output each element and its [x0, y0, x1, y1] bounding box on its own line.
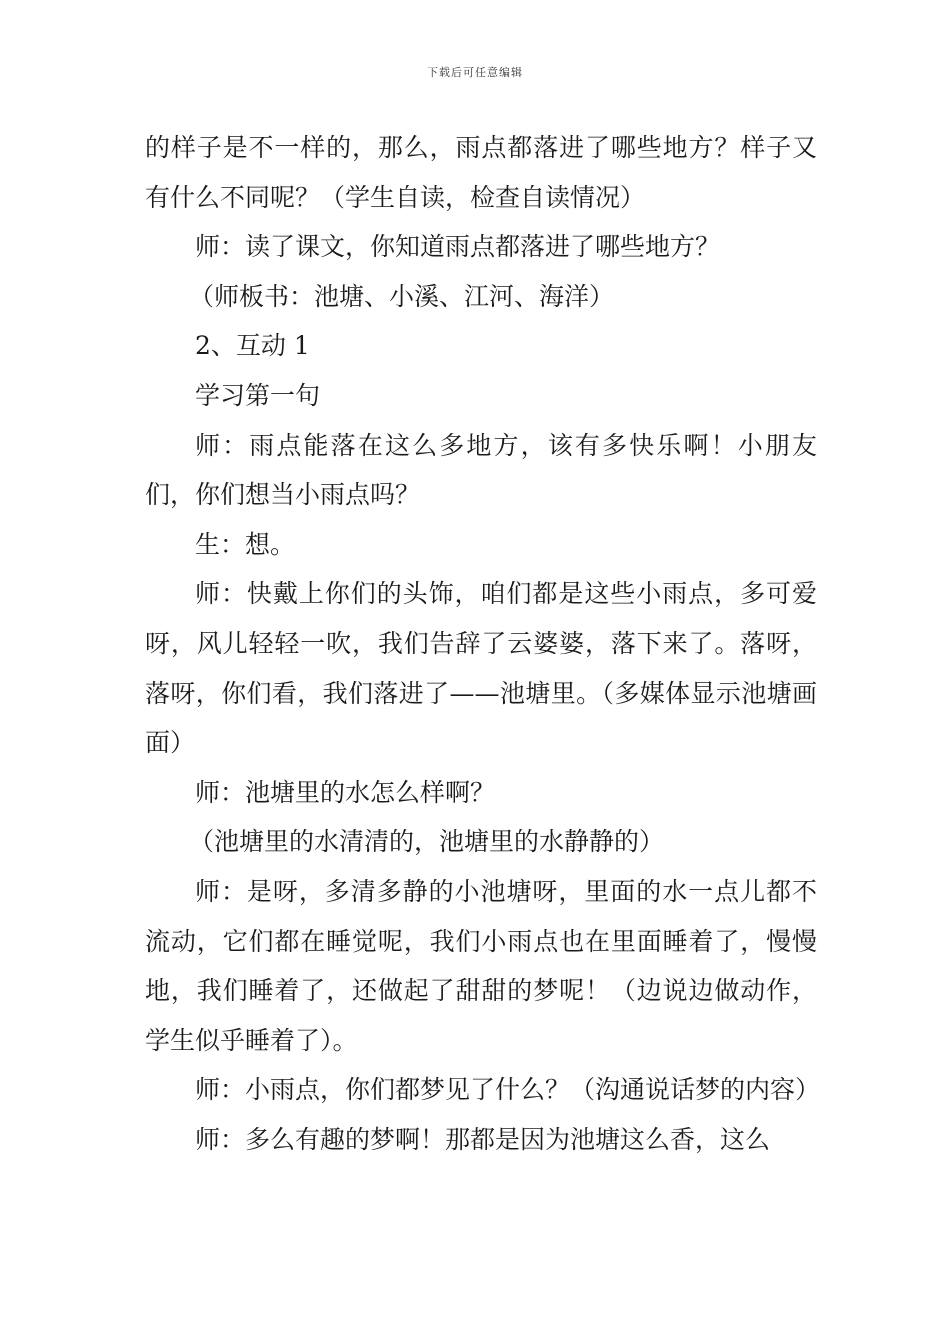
- paragraph-9: 师：池塘里的水怎么样啊？: [195, 777, 496, 807]
- paragraph-2: 师：读了课文，你知道雨点都落进了哪些地方？: [195, 232, 721, 262]
- paragraph-6: 师：雨点能落在这么多地方，该有多快乐啊！小朋友们，你们想当小雨点吗？: [145, 430, 817, 510]
- paragraph-11: 师：是呀，多清多静的小池塘呀，里面的水一点儿都不流动，它们都在睡觉呢，我们小雨点也在里面睡着了，慢慢地，我们睡着了，还做起了甜甜的梦呢！（边说边做动作，学生似乎睡着了）。: [145, 876, 817, 1055]
- paragraph-13: 师：多么有趣的梦啊！那都是因为池塘这么香，这么: [195, 1124, 771, 1154]
- paragraph-3: （师板书：池塘、小溪、江河、海洋）: [189, 281, 615, 311]
- paragraph-7: 生：想。: [195, 529, 296, 559]
- page-header: 下载后可任意编辑: [427, 66, 523, 79]
- paragraph-12: 师：小雨点，你们都梦见了什么？（沟通说话梦的内容）: [195, 1075, 821, 1105]
- paragraph-4: 2、互动 1: [195, 331, 310, 361]
- paragraph-8: 师：快戴上你们的头饰，咱们都是这些小雨点，多可爱呀，风儿轻轻一吹，我们告辞了云婆婆，落下来了。落呀，落呀，你们看，我们落进了——池塘里。（多媒体显示池塘画面）: [145, 579, 817, 758]
- paragraph-5: 学习第一句: [195, 380, 321, 410]
- paragraph-10: （池塘里的水清清的，池塘里的水静静的）: [189, 827, 665, 857]
- document-body: [145, 123, 821, 1164]
- paragraph-1: 的样子是不一样的，那么，雨点都落进了哪些地方？样子又有什么不同呢？（学生自读，检查自读情况）: [145, 133, 817, 212]
